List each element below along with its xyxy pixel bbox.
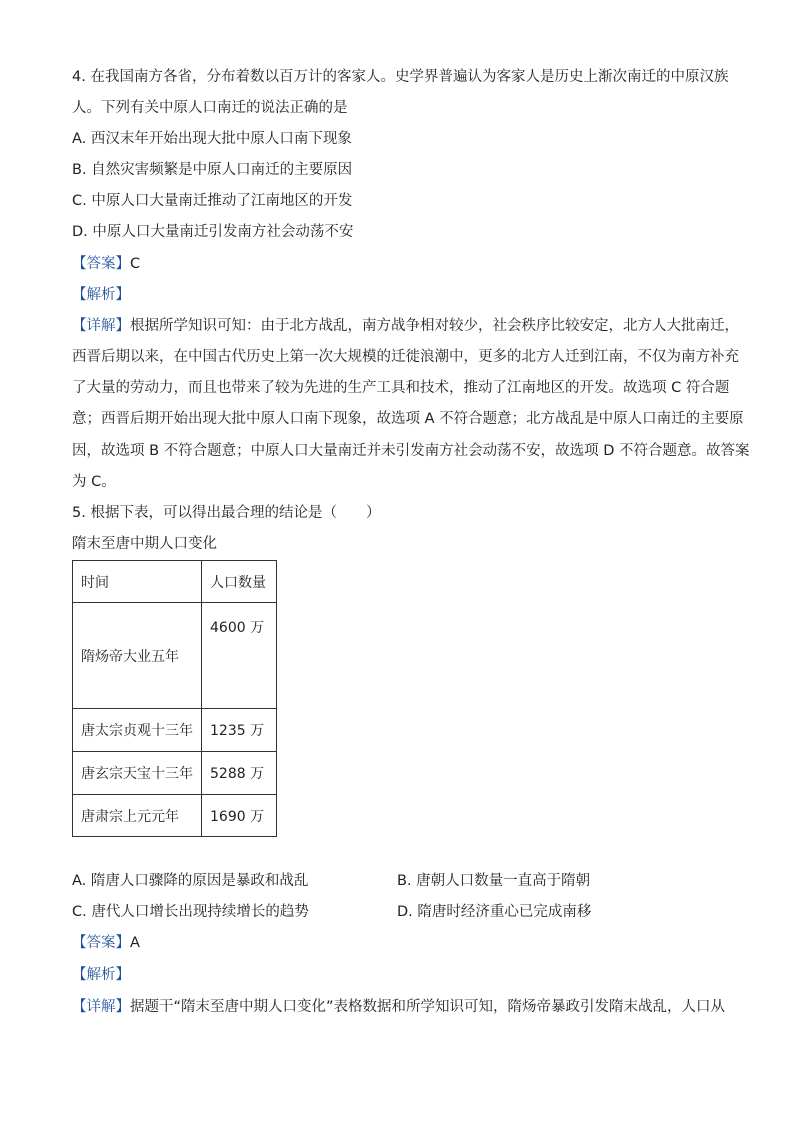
answer-value: A [130,935,140,951]
q4-detail-line5: 因，故选项 B 不符合题意；中原人口大量南迁并未引发南方社会动荡不安，故选项 D 不符合题意。故答案 [72,443,750,459]
header-population: 人口数量 [202,561,277,603]
q4-option-a: A. 西汉末年开始出现大批中原人口南下现象 [72,131,352,147]
q5-detail-line1 [72,997,725,1017]
q5-answer [72,933,140,953]
detail-text: 据题干“隋末至唐中期人口变化”表格数据和所学知识可知，隋炀帝暴政引发隋末战乱，人口从 [130,999,726,1015]
detail-tag: 【详解】 [72,318,130,334]
row-time: 唐肃宗上元元年 [73,795,202,837]
table-row [73,752,277,795]
row-population: 4600 万 [202,603,277,709]
q4-option-c: C. 中原人口大量南迁推动了江南地区的开发 [72,193,353,209]
q4-answer [72,254,140,274]
row-population: 1235 万 [202,709,277,752]
row-population: 1690 万 [202,795,277,837]
q5-option-a: A. 隋唐人口骤降的原因是暴政和战乱 [72,873,309,889]
answer-tag: 【答案】 [72,256,130,272]
q4-stem-line1: 4. 在我国南方各省，分布着数以百万计的客家人。史学界普遍认为客家人是历史上渐次南迁的中原汉族 [72,69,729,85]
table-row [73,709,277,752]
answer-value: C [130,256,141,272]
q4-stem-line2: 人。下列有关中原人口南迁的说法正确的是 [72,100,348,116]
q4-detail-line2: 西晋后期以来，在中国古代历史上第一次大规模的迁徙浪潮中，更多的北方人迁到江南，不仅为南方补充 [72,349,739,365]
header-time: 时间 [73,561,202,603]
q5-option-d: D. 隋唐时经济重心已完成南移 [397,904,592,920]
table-row [73,603,277,709]
q4-analysis-tag [72,285,130,305]
row-time: 唐玄宗天宝十三年 [73,752,202,795]
analysis-tag: 【解析】 [72,967,130,983]
q5-table-title: 隋末至唐中期人口变化 [72,536,217,552]
q4-option-d: D. 中原人口大量南迁引发南方社会动荡不安 [72,224,354,240]
q5-option-c: C. 唐代人口增长出现持续增长的趋势 [72,904,309,920]
row-time: 隋炀帝大业五年 [73,603,202,709]
table-header-row [73,561,277,603]
population-table [72,560,277,837]
analysis-tag: 【解析】 [72,287,130,303]
detail-text: 根据所学知识可知：由于北方战乱，南方战争相对较少，社会秩序比较安定，北方人大批南迁， [130,318,739,334]
q4-detail-line3: 了大量的劳动力，而且也带来了较为先进的生产工具和技术，推动了江南地区的开发。故选项 C 符合题 [72,380,730,396]
q4-detail-line6: 为 C。 [72,474,116,490]
q5-stem: 5. 根据下表，可以得出最合理的结论是（ ） [72,505,381,521]
row-time: 唐太宗贞观十三年 [73,709,202,752]
q5-option-b: B. 唐朝人口数量一直高于隋朝 [397,873,591,889]
row-population: 5288 万 [202,752,277,795]
q5-analysis-tag [72,965,130,985]
q4-detail-line1 [72,316,739,336]
answer-tag: 【答案】 [72,935,130,951]
q4-option-b: B. 自然灾害频繁是中原人口南迁的主要原因 [72,162,353,178]
table-row [73,795,277,837]
detail-tag: 【详解】 [72,999,130,1015]
q4-detail-line4: 意；西晋后期开始出现大批中原人口南下现象，故选项 A 不符合题意；北方战乱是中原人口南迁的主要原 [72,411,744,427]
